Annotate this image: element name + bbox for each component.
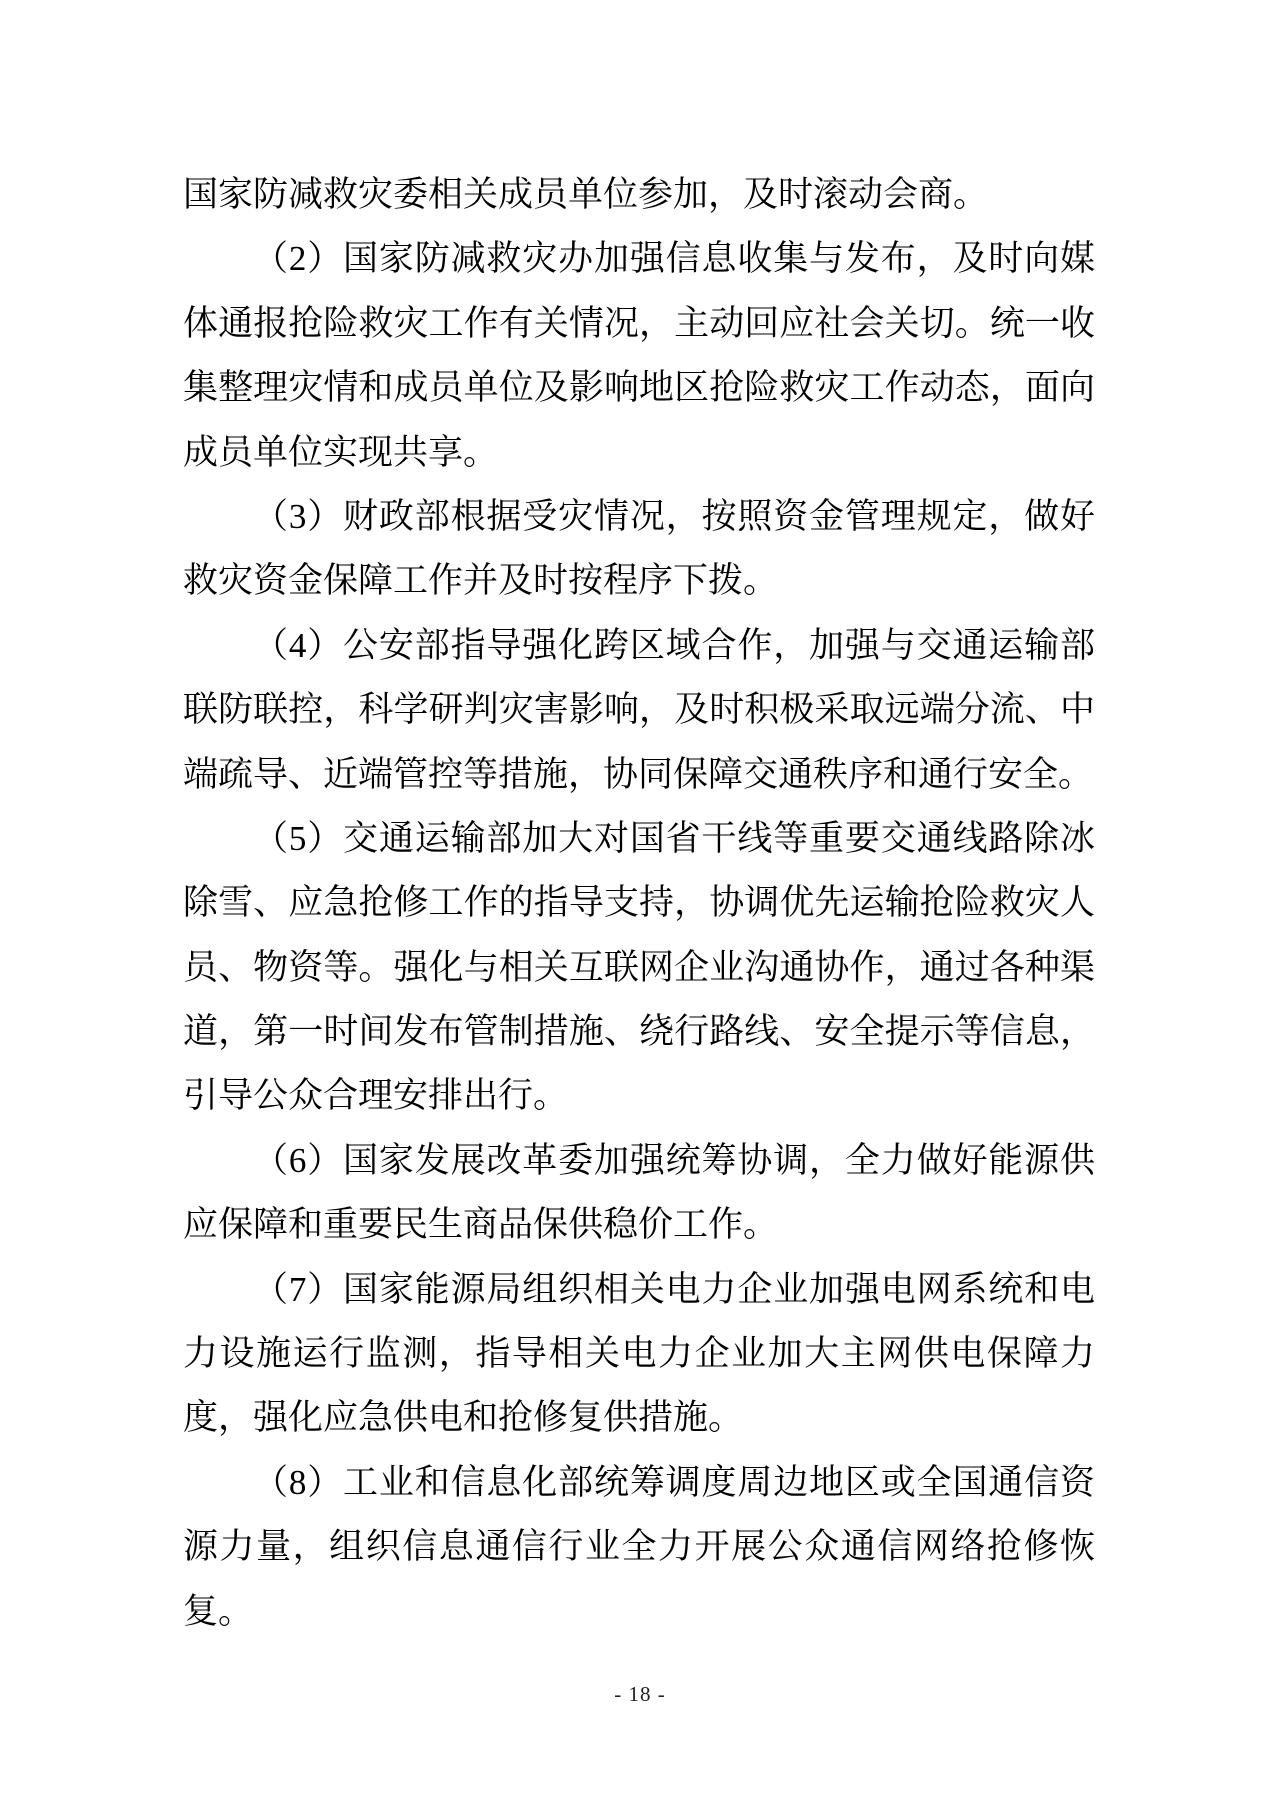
text-line: 救灾资金保障工作并及时按程序下拨。 [183,561,779,601]
text-line: 源力量，组织信息通信行业全力开展公众通信网络抢修恢 [183,1527,1095,1567]
text-line: 集整理灾情和成员单位及影响地区抢险救灾工作动态，面向 [183,368,1095,408]
text-line: （6）国家发展改革委加强统筹协调，全力做好能源供 [253,1140,1095,1180]
text-line: 力设施运行监测，指导相关电力企业加大主网供电保障力 [183,1334,1095,1374]
text-line: （5）交通运输部加大对国省干线等重要交通线路除冰 [253,818,1095,858]
text-line: 体通报抢险救灾工作有关情况，主动回应社会关切。统一收 [183,303,1095,343]
text-line: 复。 [183,1591,254,1631]
text-line: （8）工业和信息化部统筹调度周边地区或全国通信资 [253,1462,1095,1502]
text-line: 除雪、应急抢修工作的指导支持，协调优先运输抢险救灾人 [183,883,1095,923]
text-line: （3）财政部根据受灾情况，按照资金管理规定，做好 [253,496,1095,536]
text-line: 联防联控，科学研判灾害影响，及时积极采取远端分流、中 [183,690,1095,730]
text-line: 端疏导、近端管控等措施，协同保障交通秩序和通行安全。 [183,754,1094,794]
text-line: 员、物资等。强化与相关互联网企业沟通协作，通过各种渠 [183,947,1095,987]
text-line: 国家防减救灾委相关成员单位参加，及时滚动会商。 [183,175,989,214]
text-line: 成员单位实现共享。 [183,432,499,472]
page-number: - 18 - [614,1682,666,1706]
text-line: 应保障和重要民生商品保供稳价工作。 [183,1205,779,1245]
text-line: （7）国家能源局组织相关电力企业加强电网系统和电 [253,1269,1095,1309]
text-line: 引导公众合理安排出行。 [183,1076,569,1116]
text-line: 度，强化应急供电和抢修复供措施。 [183,1398,744,1438]
text-line: （2）国家防减救灾办加强信息收集与发布，及时向媒 [253,239,1095,279]
text-line: （4）公安部指导强化跨区域合作，加强与交通运输部 [253,625,1095,665]
text-line: 道，第一时间发布管制措施、绕行路线、安全提示等信息， [183,1012,1095,1052]
document-body [183,0,1095,1644]
